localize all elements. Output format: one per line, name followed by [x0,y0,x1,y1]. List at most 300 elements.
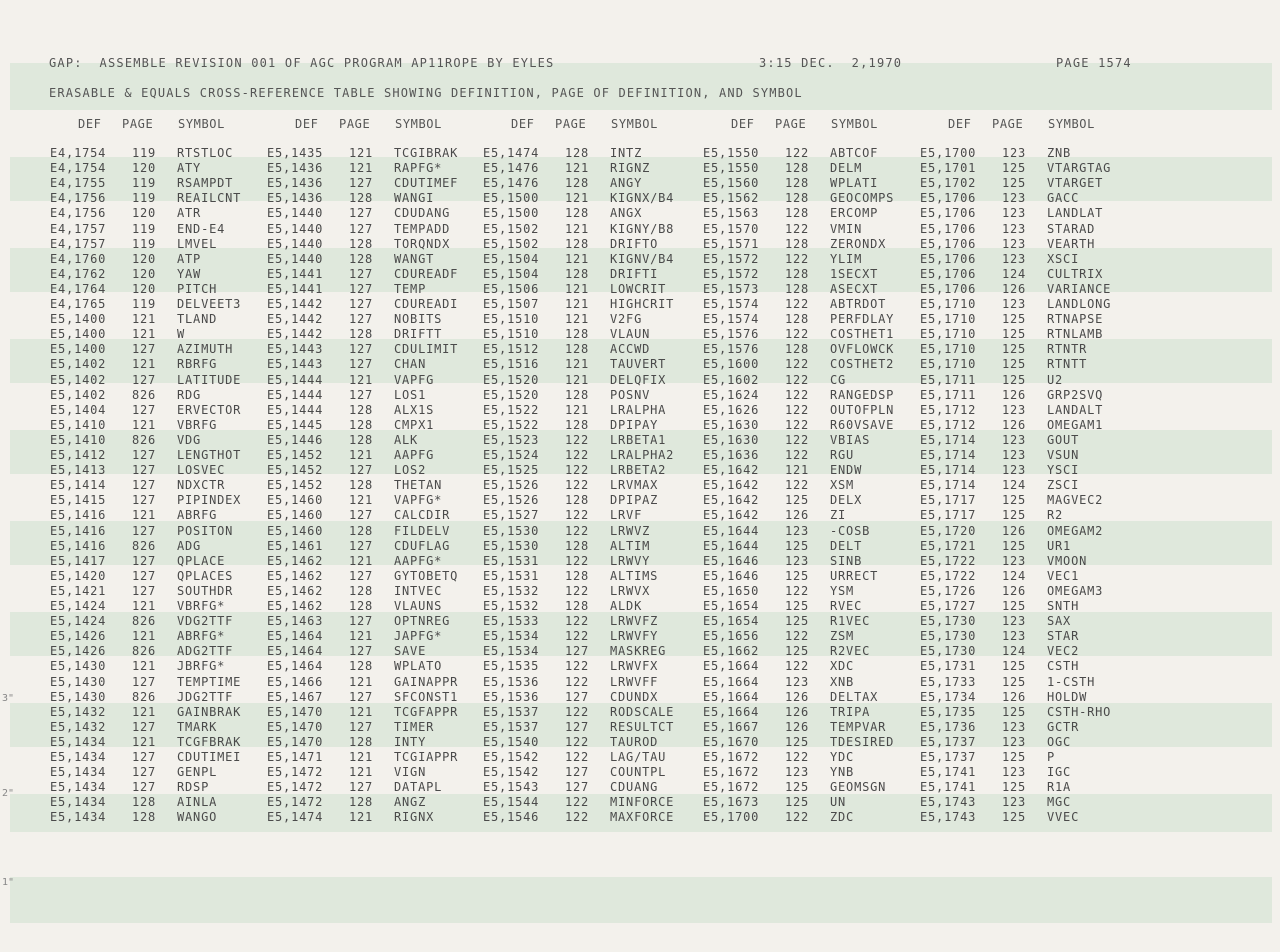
table-cell-def: E5,1522 [483,402,540,417]
table-cell-symbol: END-E4 [177,221,226,236]
table-cell-page: 126 [1002,689,1027,704]
table-cell-def: E5,1654 [703,599,760,613]
table-cell-def: E5,1516 [483,357,540,372]
table-cell-def: E4,1756 [50,206,107,221]
table-cell-page: 126 [785,689,810,704]
table-cell-def: E5,1706 [920,206,977,221]
table-cell-def: E5,1576 [703,327,760,342]
table-cell-def: E5,1502 [483,236,540,251]
table-cell-symbol: RTSTLOC [177,146,234,160]
table-cell-symbol: SFCONST1 [394,689,459,704]
column-header-def: DEF [511,117,535,131]
table-cell-page: 826 [132,387,157,402]
table-cell-page: 121 [132,734,157,749]
table-cell-symbol: LRWVFY [610,629,659,644]
table-cell-page: 122 [565,553,590,568]
table-cell-page: 126 [1002,387,1027,402]
table-cell-page: 128 [785,236,810,251]
table-cell-symbol: VEC1 [1047,568,1080,583]
table-cell-def: E5,1712 [920,417,977,432]
table-cell-page: 122 [785,297,810,311]
table-cell-symbol: R2VEC [830,644,871,659]
table-cell-symbol: TIMER [394,719,435,734]
table-cell-def: E4,1756 [50,191,107,206]
table-cell-def: E5,1520 [483,387,540,402]
table-cell-symbol: RDSP [177,780,210,795]
column-header-page: PAGE [992,117,1024,131]
table-cell-symbol: WANGO [177,810,218,825]
table-cell-symbol: SAX [1047,614,1072,629]
table-cell-symbol: V2FG [610,312,643,327]
table-cell-symbol: URRECT [830,568,879,583]
table-cell-page: 125 [1002,538,1027,553]
column-header-symbol: SYMBOL [831,117,878,131]
table-cell-page: 127 [132,493,157,508]
table-cell-symbol: CDUREADF [394,266,459,281]
table-cell-def: E5,1717 [920,493,977,508]
table-cell-symbol: LOSVEC [177,463,226,478]
table-cell-page: 122 [565,614,590,629]
table-cell-symbol: RODSCALE [610,704,675,719]
table-cell-page: 125 [1002,357,1027,372]
table-cell-def: E5,1463 [267,614,324,629]
table-cell-page: 128 [785,191,810,206]
table-cell-page: 125 [1002,327,1027,342]
table-cell-page: 123 [1002,629,1027,644]
table-cell-page: 123 [1002,221,1027,236]
table-cell-def: E5,1741 [920,765,977,780]
table-cell-def: E5,1726 [920,583,977,598]
column-header-def: DEF [295,117,319,131]
table-cell-def: E5,1542 [483,750,540,764]
table-cell-page: 121 [132,704,157,719]
table-cell-def: E5,1574 [703,312,760,327]
table-cell-page: 121 [132,357,157,372]
table-cell-symbol: POSITON [177,523,234,538]
table-cell-symbol: CDUREADI [394,297,459,311]
table-cell-page: 122 [785,750,810,764]
table-cell-symbol: HOLDW [1047,689,1088,704]
table-cell-symbol: MAGVEC2 [1047,493,1104,508]
table-cell-symbol: INTVEC [394,583,443,598]
table-cell-page: 128 [785,176,810,191]
table-cell-def: E5,1672 [703,750,760,764]
table-cell-def: E5,1717 [920,508,977,523]
table-cell-def: E5,1537 [483,719,540,734]
table-cell-symbol: STARAD [1047,221,1096,236]
table-cell-def: E5,1467 [267,689,324,704]
table-cell-page: 128 [565,417,590,432]
table-cell-page: 122 [785,387,810,402]
table-cell-def: E4,1760 [50,251,107,266]
table-cell-def: E5,1420 [50,568,107,583]
table-cell-def: E5,1532 [483,599,540,613]
table-cell-page: 123 [1002,463,1027,478]
table-cell-page: 128 [349,327,374,342]
table-cell-def: E5,1444 [267,372,324,387]
table-cell-def: E5,1540 [483,734,540,749]
table-cell-page: 128 [132,795,157,810]
table-cell-symbol: CULTRIX [1047,266,1104,281]
table-cell-symbol: LRWVFZ [610,614,659,629]
table-cell-def: E5,1412 [50,448,107,462]
table-cell-page: 123 [1002,297,1027,311]
table-cell-symbol: LRWVFX [610,659,659,674]
table-cell-symbol: LANDALT [1047,402,1104,417]
table-cell-symbol: ANGZ [394,795,427,810]
table-cell-symbol: LATITUDE [177,372,242,387]
table-cell-def: E5,1710 [920,342,977,357]
table-cell-def: E5,1570 [703,221,760,236]
table-cell-symbol: TEMPTIME [177,674,242,689]
table-cell-page: 127 [349,538,374,553]
table-cell-symbol: LANDLONG [1047,297,1112,311]
table-cell-page: 128 [785,161,810,176]
table-cell-page: 126 [1002,417,1027,432]
table-cell-def: E5,1664 [703,659,760,674]
table-cell-symbol: RIGNZ [610,161,651,176]
table-cell-page: 121 [349,765,374,780]
table-cell-page: 128 [349,251,374,266]
table-cell-page: 122 [785,372,810,387]
table-cell-symbol: TMARK [177,719,218,734]
table-cell-symbol: ZDC [830,810,855,825]
table-cell-def: E5,1461 [267,538,324,553]
table-cell-def: E5,1476 [483,176,540,191]
table-cell-page: 127 [349,568,374,583]
table-cell-def: E5,1414 [50,478,107,493]
table-cell-def: E5,1730 [920,644,977,659]
column-header-def: DEF [78,117,102,131]
table-cell-page: 124 [1002,266,1027,281]
table-cell-def: E5,1400 [50,342,107,357]
table-cell-def: E5,1712 [920,402,977,417]
table-cell-def: E5,1706 [920,191,977,206]
table-cell-page: 119 [132,297,157,311]
table-cell-symbol: VEC2 [1047,644,1080,659]
table-cell-symbol: ADG [177,538,202,553]
table-cell-symbol: VAPFG [394,372,435,387]
table-cell-def: E5,1504 [483,266,540,281]
table-cell-def: E5,1642 [703,508,760,523]
table-cell-symbol: ALTIM [610,538,651,553]
table-cell-page: 125 [1002,750,1027,764]
table-cell-def: E5,1700 [920,146,977,160]
table-cell-page: 128 [565,146,590,160]
table-cell-def: E5,1730 [920,614,977,629]
table-cell-symbol: RESULTCT [610,719,675,734]
table-cell-page: 125 [785,644,810,659]
table-cell-page: 122 [785,448,810,462]
table-cell-def: E5,1630 [703,432,760,447]
table-cell-def: E5,1434 [50,750,107,764]
table-cell-symbol: VBRFG [177,417,218,432]
table-cell-symbol: OUTOFPLN [830,402,895,417]
table-cell-symbol: OPTNREG [394,614,451,629]
table-cell-page: 122 [785,327,810,342]
table-cell-page: 127 [132,478,157,493]
table-cell-page: 122 [785,251,810,266]
table-cell-def: E5,1536 [483,689,540,704]
table-cell-symbol: CDUANG [610,780,659,795]
table-cell-symbol: NDXCTR [177,478,226,493]
table-cell-page: 127 [132,719,157,734]
table-cell-page: 121 [565,357,590,372]
table-cell-page: 125 [1002,342,1027,357]
table-cell-symbol: GRP2SVQ [1047,387,1104,402]
table-cell-def: E5,1413 [50,463,107,478]
table-cell-page: 128 [785,266,810,281]
table-cell-page: 127 [132,402,157,417]
table-cell-symbol: TEMP [394,281,427,296]
table-cell-page: 121 [349,448,374,462]
table-cell-def: E5,1444 [267,402,324,417]
table-cell-page: 128 [565,176,590,191]
table-cell-symbol: REAILCNT [177,191,242,206]
table-cell-page: 127 [132,523,157,538]
program-header: GAP: ASSEMBLE REVISION 001 OF AGC PROGRAM AP11ROPE BY EYLES [49,56,555,70]
table-cell-symbol: OMEGAM1 [1047,417,1104,432]
table-cell-page: 125 [785,795,810,810]
table-cell-def: E5,1743 [920,810,977,825]
table-cell-symbol: GAINBRAK [177,704,242,719]
table-cell-page: 127 [349,689,374,704]
table-cell-page: 123 [1002,432,1027,447]
table-cell-symbol: VSUN [1047,448,1080,462]
table-cell-symbol: ANGY [610,176,643,191]
table-cell-def: E4,1754 [50,146,107,160]
table-cell-def: E5,1462 [267,568,324,583]
table-cell-def: E5,1646 [703,568,760,583]
table-cell-def: E5,1417 [50,553,107,568]
table-cell-page: 125 [1002,704,1027,719]
table-cell-def: E5,1524 [483,448,540,462]
table-cell-page: 128 [785,342,810,357]
table-cell-def: E5,1737 [920,750,977,764]
table-cell-def: E5,1436 [267,176,324,191]
table-cell-symbol: JBRFG* [177,659,226,674]
table-cell-def: E5,1504 [483,251,540,266]
table-cell-page: 826 [132,644,157,659]
table-cell-def: E5,1470 [267,704,324,719]
table-cell-page: 127 [349,780,374,795]
table-cell-def: E5,1474 [483,146,540,160]
table-cell-symbol: TDESIRED [830,734,895,749]
table-cell-def: E5,1402 [50,372,107,387]
table-cell-def: E5,1410 [50,432,107,447]
table-cell-page: 122 [565,795,590,810]
table-cell-def: E5,1574 [703,297,760,311]
table-cell-symbol: YSCI [1047,463,1080,478]
table-cell-def: E5,1630 [703,417,760,432]
paper-band [10,877,1272,923]
table-cell-def: E5,1710 [920,357,977,372]
table-cell-page: 122 [565,523,590,538]
table-cell-page: 121 [132,327,157,342]
table-cell-symbol: VBRFG* [177,599,226,613]
table-cell-page: 125 [785,538,810,553]
table-cell-symbol: RVEC [830,599,863,613]
table-cell-symbol: WANGI [394,191,435,206]
table-cell-symbol: DELVEET3 [177,297,242,311]
table-cell-symbol: AAPFG* [394,553,443,568]
table-cell-page: 124 [1002,478,1027,493]
column-header-def: DEF [948,117,972,131]
table-cell-def: E5,1510 [483,312,540,327]
table-cell-def: E5,1452 [267,448,324,462]
table-cell-symbol: CSTH-RHO [1047,704,1112,719]
table-cell-symbol: MGC [1047,795,1072,810]
table-cell-def: E5,1664 [703,704,760,719]
table-cell-symbol: WANGT [394,251,435,266]
table-cell-page: 123 [1002,206,1027,221]
table-cell-symbol: MASKREG [610,644,667,659]
table-cell-def: E5,1430 [50,659,107,674]
table-cell-symbol: VLAUNS [394,599,443,613]
table-cell-def: E5,1535 [483,659,540,674]
table-cell-symbol: RDG [177,387,202,402]
table-cell-symbol: TLAND [177,312,218,327]
table-cell-def: E5,1472 [267,765,324,780]
table-cell-symbol: ZSCI [1047,478,1080,493]
table-cell-symbol: ABRFG* [177,629,226,644]
table-cell-symbol: TCGFBRAK [177,734,242,749]
table-cell-page: 126 [785,704,810,719]
table-cell-def: E5,1546 [483,810,540,825]
table-cell-page: 126 [1002,583,1027,598]
table-cell-symbol: TEMPADD [394,221,451,236]
table-cell-def: E5,1737 [920,734,977,749]
table-cell-symbol: NOBITS [394,312,443,327]
table-cell-page: 121 [349,629,374,644]
table-cell-page: 127 [349,312,374,327]
table-cell-page: 127 [132,750,157,764]
table-cell-page: 826 [132,538,157,553]
table-cell-def: E5,1500 [483,206,540,221]
table-cell-page: 121 [132,629,157,644]
table-cell-page: 123 [1002,402,1027,417]
table-cell-symbol: AAPFG [394,448,435,462]
table-cell-def: E5,1531 [483,568,540,583]
table-cell-def: E5,1714 [920,448,977,462]
table-cell-page: 121 [349,810,374,825]
table-cell-symbol: RIGNX [394,810,435,825]
table-cell-page: 122 [565,448,590,462]
table-cell-page: 122 [785,629,810,644]
table-cell-page: 127 [565,689,590,704]
table-cell-def: E5,1432 [50,704,107,719]
table-cell-def: E5,1544 [483,795,540,810]
table-cell-symbol: ABTCOF [830,146,879,160]
table-cell-def: E5,1502 [483,221,540,236]
table-cell-symbol: DELX [830,493,863,508]
table-cell-symbol: SINB [830,553,863,568]
table-cell-def: E5,1430 [50,674,107,689]
table-cell-page: 120 [132,281,157,296]
table-cell-symbol: ABTRDOT [830,297,887,311]
table-cell-symbol: CSTH [1047,659,1080,674]
table-cell-page: 122 [565,704,590,719]
table-cell-symbol: FILDELV [394,523,451,538]
table-cell-def: E5,1510 [483,327,540,342]
table-cell-page: 128 [349,417,374,432]
table-cell-page: 119 [132,236,157,251]
table-cell-symbol: ATR [177,206,202,221]
column-header-symbol: SYMBOL [178,117,225,131]
table-cell-def: E5,1472 [267,795,324,810]
table-cell-def: E5,1536 [483,674,540,689]
table-cell-def: E4,1757 [50,236,107,251]
table-cell-symbol: CG [830,372,847,387]
table-cell-def: E5,1531 [483,553,540,568]
table-cell-def: E5,1530 [483,523,540,538]
table-cell-def: E5,1636 [703,448,760,462]
table-cell-def: E5,1500 [483,191,540,206]
table-cell-page: 128 [349,734,374,749]
table-cell-def: E5,1402 [50,357,107,372]
table-cell-symbol: VMIN [830,221,863,236]
table-cell-page: 127 [349,614,374,629]
header-datetime: 3:15 DEC. 2,1970 [759,56,903,70]
table-cell-symbol: ANGX [610,206,643,221]
table-cell-symbol: COSTHET1 [830,327,895,342]
table-cell-symbol: DELT [830,538,863,553]
table-cell-symbol: TAUROD [610,734,659,749]
table-cell-page: 123 [1002,614,1027,629]
table-cell-symbol: UN [830,795,847,810]
table-cell-symbol: ATP [177,251,202,266]
table-cell-symbol: VLAUN [610,327,651,342]
table-cell-symbol: YDC [830,750,855,764]
table-cell-def: E5,1442 [267,297,324,311]
table-cell-page: 123 [1002,553,1027,568]
table-cell-page: 128 [349,236,374,251]
table-cell-def: E5,1670 [703,734,760,749]
table-cell-page: 128 [785,281,810,296]
table-cell-symbol: WPLATO [394,659,443,674]
table-cell-page: 127 [349,644,374,659]
table-cell-page: 127 [565,644,590,659]
table-cell-symbol: R1VEC [830,614,871,629]
table-cell-page: 122 [785,583,810,598]
table-cell-page: 122 [565,734,590,749]
table-cell-symbol: LMVEL [177,236,218,251]
table-cell-page: 122 [565,432,590,447]
table-cell-page: 122 [565,810,590,825]
table-cell-def: E5,1727 [920,599,977,613]
table-cell-symbol: 1SECXT [830,266,879,281]
table-cell-page: 123 [1002,719,1027,734]
table-cell-symbol: VAPFG* [394,493,443,508]
table-cell-symbol: UR1 [1047,538,1072,553]
table-cell-def: E5,1402 [50,387,107,402]
table-cell-symbol: MAXFORCE [610,810,675,825]
table-cell-def: E5,1416 [50,523,107,538]
table-cell-page: 126 [1002,523,1027,538]
table-cell-page: 125 [785,599,810,613]
table-cell-page: 128 [132,810,157,825]
table-cell-symbol: PERFDLAY [830,312,895,327]
table-cell-page: 125 [1002,493,1027,508]
table-cell-symbol: TAUVERT [610,357,667,372]
table-cell-def: E5,1714 [920,478,977,493]
table-cell-symbol: DRIFTI [610,266,659,281]
table-cell-def: E5,1656 [703,629,760,644]
table-cell-def: E5,1441 [267,281,324,296]
table-cell-symbol: ERCOMP [830,206,879,221]
table-cell-def: E5,1734 [920,689,977,704]
table-cell-page: 125 [1002,674,1027,689]
